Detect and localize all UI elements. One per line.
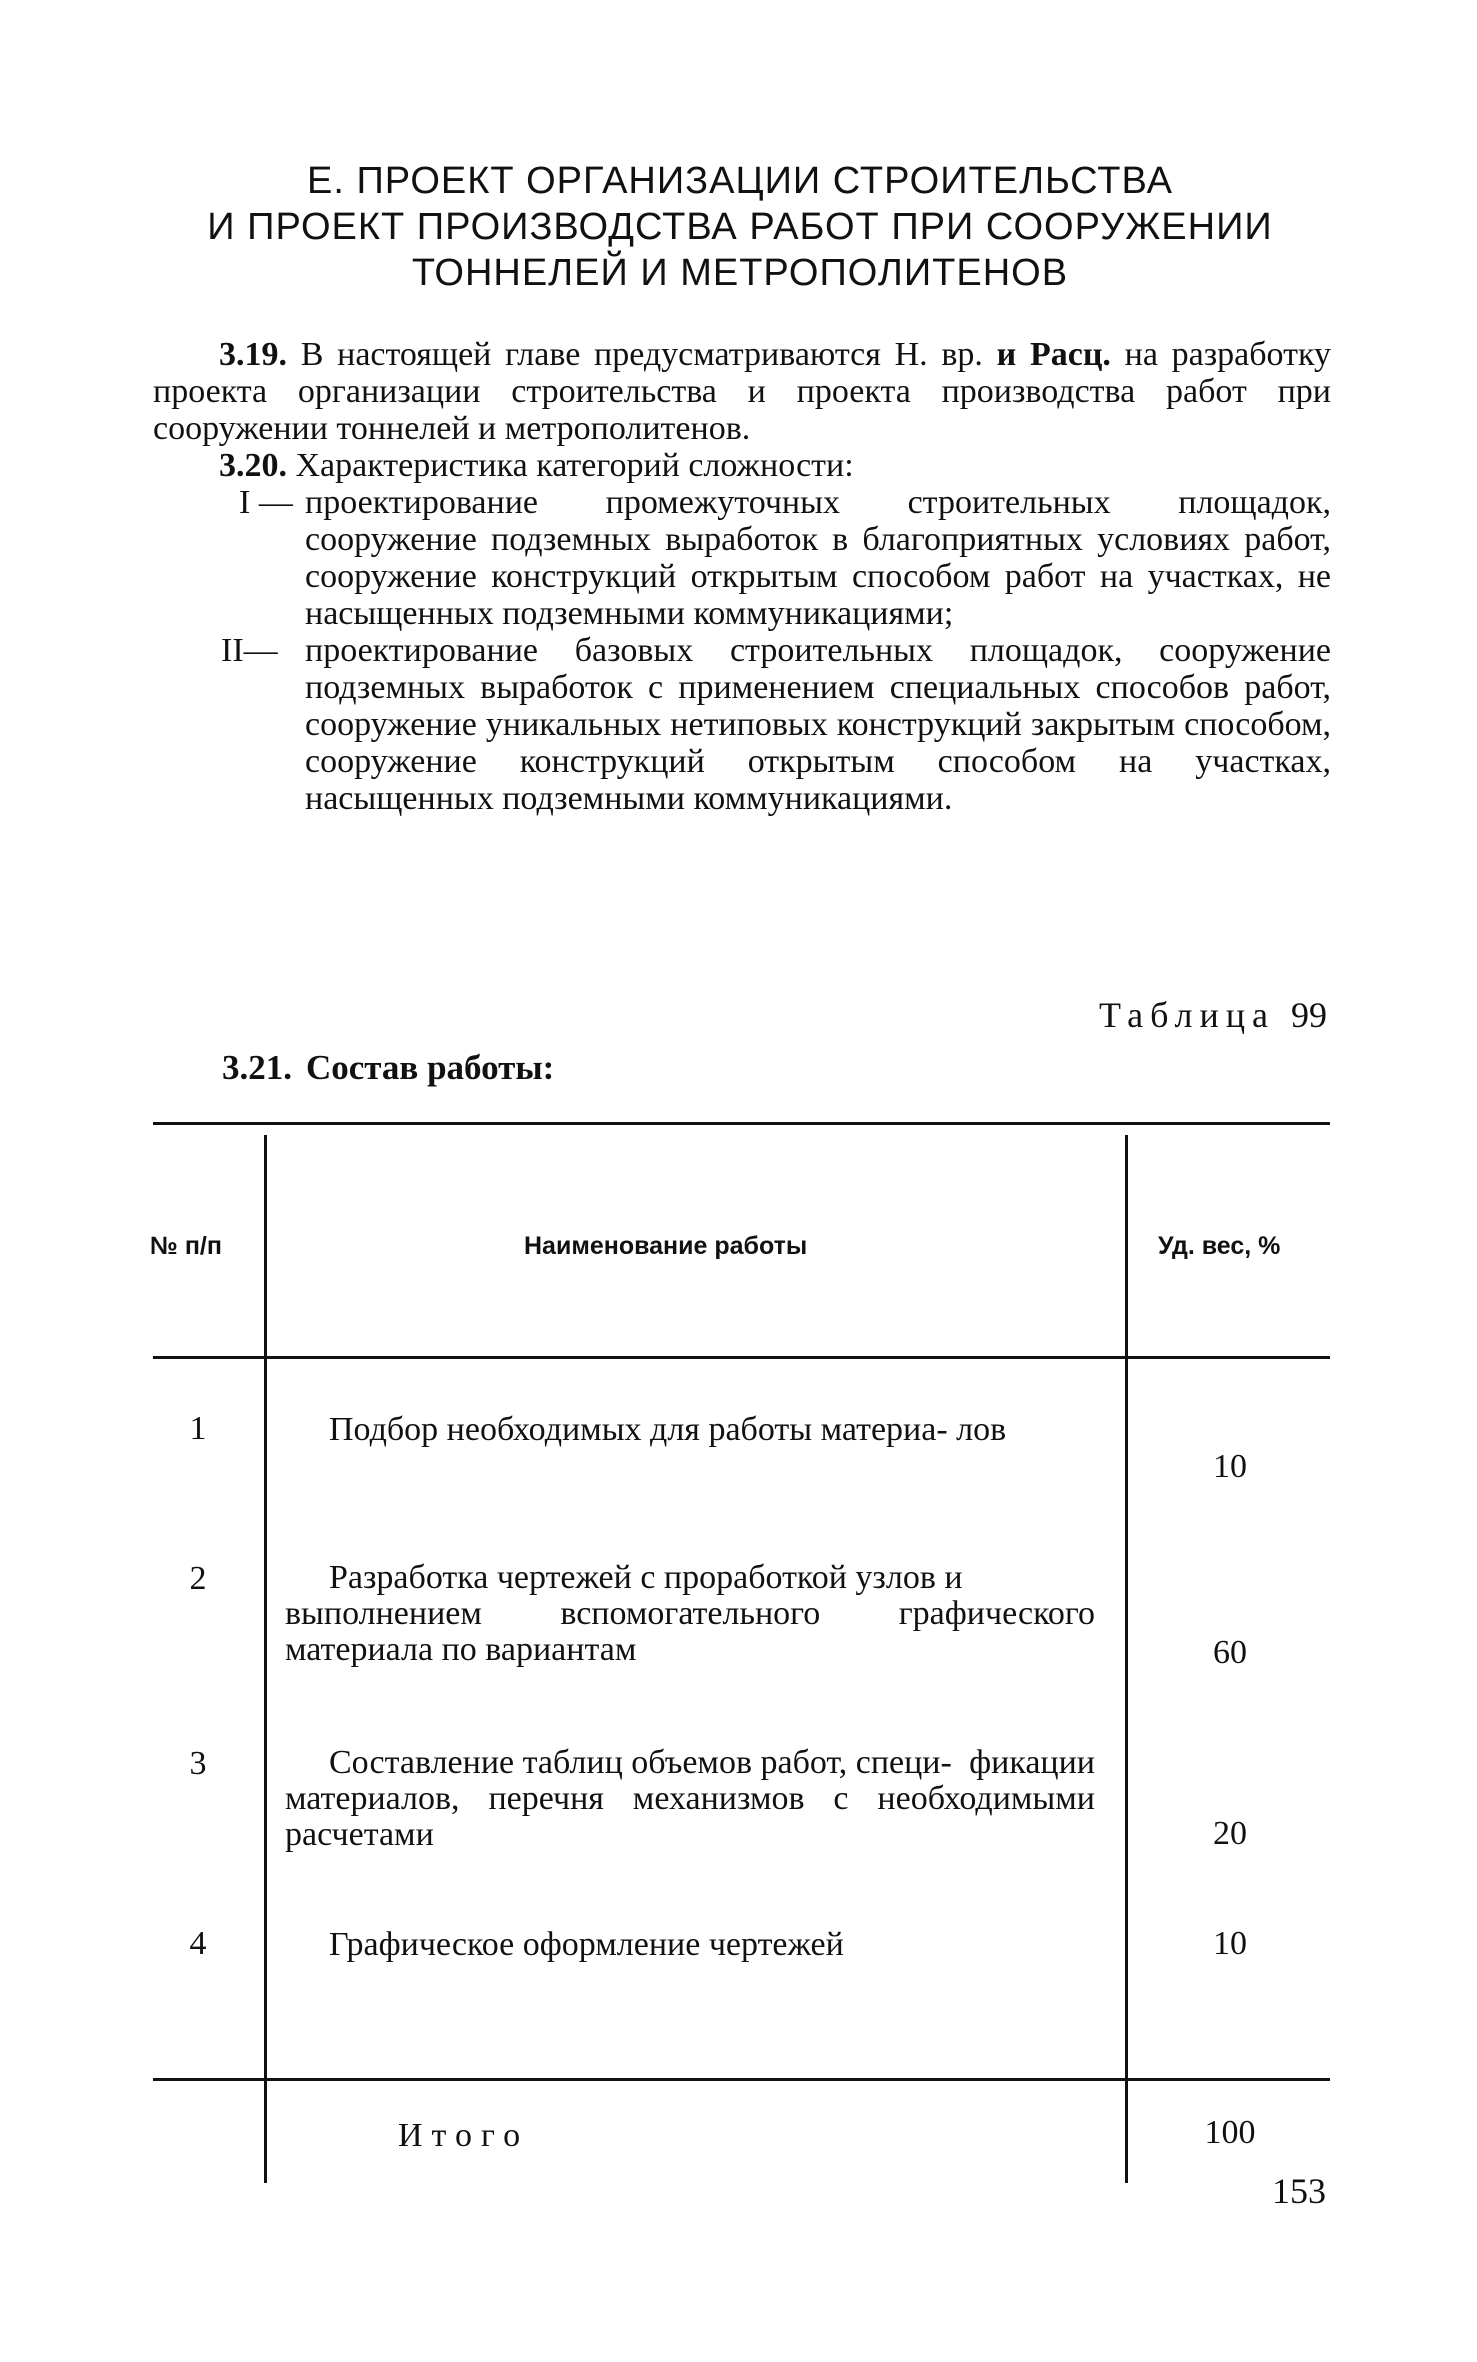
table-column-divider-1 xyxy=(264,1135,267,2183)
row-1-name-rest: лов xyxy=(956,1411,1007,1448)
header-name: Наименование работы xyxy=(524,1232,808,1260)
heading-line-3: ТОННЕЛЕЙ И МЕТРОПОЛИТЕНОВ xyxy=(411,252,1069,294)
body-text xyxy=(153,336,1331,817)
paragraph-text: Характеристика категорий сложности: xyxy=(287,447,854,484)
composition-label xyxy=(222,1048,554,1088)
paragraph-number: 3.19. xyxy=(219,336,287,373)
paragraph-number: 3.20. xyxy=(219,447,287,484)
category-2-text: проектирование базовых строительных площадок, сооружение подземных выработок с применением специальных способов работ, сооружение уникальных нетиповых конструкций закрытым способом, сооружение конструкций открытым способом на участках, насыщенных подземными коммуникациями. xyxy=(305,632,1331,817)
row-1-name-first: Подбор необходимых для работы материа- xyxy=(329,1411,948,1448)
category-2 xyxy=(153,632,1331,817)
row-2-name-first: Разработка чертежей с проработкой узлов и xyxy=(329,1559,963,1596)
composition-number: 3.21. xyxy=(222,1048,292,1087)
category-1 xyxy=(153,484,1331,632)
row-4-weight: 10 xyxy=(1213,1925,1247,1962)
row-2-num: 2 xyxy=(189,1560,207,1597)
table-header-rule xyxy=(153,1356,1330,1359)
page-number: 153 xyxy=(1272,2171,1326,2211)
row-1-num: 1 xyxy=(189,1410,207,1447)
category-1-text: проектирование промежуточных строительных площадок, сооружение подземных выработок в благоприятных условиях работ, сооружение конструкций открытым способом работ на участках, не насыщенных подземными коммуникациями; xyxy=(305,484,1331,632)
row-3-weight: 20 xyxy=(1213,1815,1247,1852)
heading-line-2: И ПРОЕКТ ПРОИЗВОДСТВА РАБОТ ПРИ СООРУЖЕНИИ xyxy=(207,206,1273,248)
row-4-num: 4 xyxy=(189,1925,207,1962)
composition-text: Состав работы: xyxy=(306,1048,555,1087)
header-num: № п/п xyxy=(150,1232,222,1260)
row-4-name xyxy=(285,1927,1095,1963)
table-bottom-rule xyxy=(153,2078,1330,2081)
table-caption-number: 99 xyxy=(1291,995,1327,1035)
row-3-num: 3 xyxy=(189,1745,207,1782)
total-value: 100 xyxy=(1204,2114,1256,2151)
row-2-name-rest: выполнением вспомогательного графического материала по вариантам xyxy=(285,1595,1095,1668)
row-4-name-first: Графическое оформление чертежей xyxy=(329,1926,844,1963)
paragraph-3-19 xyxy=(153,336,1331,447)
category-2-mark: II— xyxy=(221,632,278,669)
category-1-mark: I — xyxy=(239,484,293,521)
row-1-weight: 10 xyxy=(1213,1448,1247,1485)
paragraph-bold-rasc: Расц. xyxy=(1016,336,1111,373)
table-top-rule xyxy=(153,1122,1330,1125)
section-heading xyxy=(150,158,1330,296)
paragraph-bold-and: и xyxy=(996,336,1017,373)
heading-line-1: Е. ПРОЕКТ ОРГАНИЗАЦИИ СТРОИТЕЛЬСТВА xyxy=(307,160,1173,202)
row-3-name xyxy=(285,1745,1095,1853)
row-3-name-rest: фикации материалов, перечня механизмов с необходимыми расчетами xyxy=(285,1744,1095,1853)
row-3-name-first: Составление таблиц объемов работ, специ- xyxy=(329,1744,952,1781)
row-2-weight: 60 xyxy=(1213,1634,1247,1671)
table-caption-word: Таблица xyxy=(1099,995,1275,1035)
total-label: Итого xyxy=(398,2117,530,2154)
row-2-name xyxy=(285,1560,1095,1668)
paragraph-3-20 xyxy=(153,447,1331,484)
paragraph-text-continued: на разработку проекта организации строительства и проекта производства работ при сооружении тоннелей и метрополитенов. xyxy=(153,336,1331,447)
table-caption xyxy=(1099,994,1327,1036)
table-column-divider-2 xyxy=(1125,1135,1128,2183)
header-weight: Уд. вес, % xyxy=(1158,1232,1281,1260)
row-1-name xyxy=(285,1412,1095,1448)
paragraph-text: В настоящей главе предусматриваются Н. вр. xyxy=(287,336,997,373)
